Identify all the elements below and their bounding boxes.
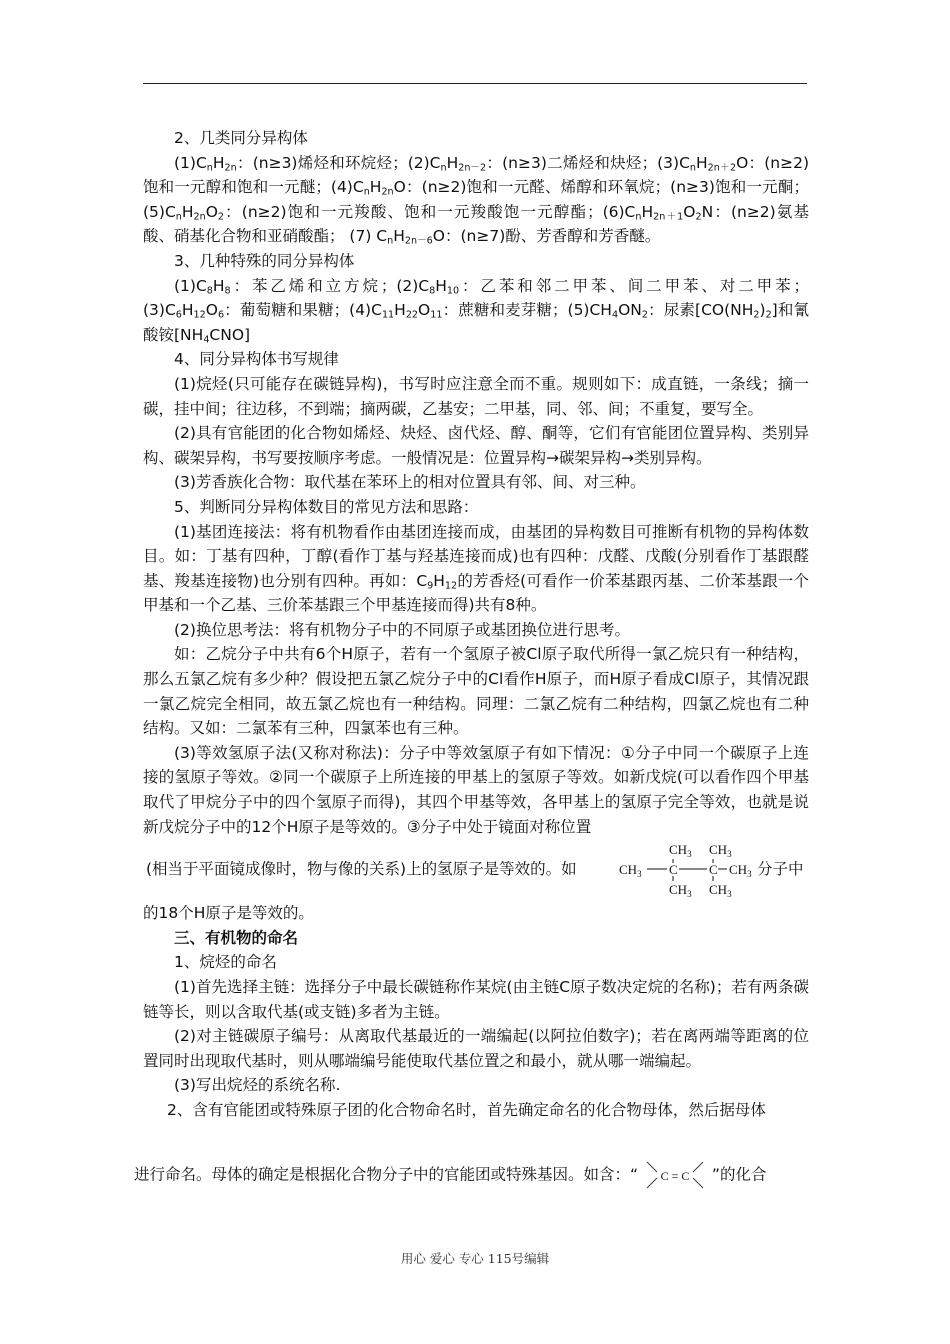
paragraph-text: 分子中 bbox=[757, 860, 804, 879]
section-title: 2、几类同分异构体 bbox=[174, 129, 308, 147]
paragraph: (1)首先选择主链：选择分子中最长碳链称作某烷(由主链C原子数决定烷的名称)；若有两条碳链等长，则以含取代基(或支链)多者为主链。 bbox=[143, 978, 809, 1021]
header-rule bbox=[143, 83, 807, 84]
paragraph: (1)基团连接法：将有机物看作由基团连接而成，由基团的异构数目可推断有机物的异构体数目。如：丁基有四种，丁醇(看作丁基与羟基连接而成)也有四种：戊醛、戊酸(分别看作丁基跟醛基、羧基连接物)也分别有四种。再如：$C_9H_{12}$的芳香烃(可看作一价苯基跟丙基、二价苯基跟一个甲基和一个乙基、三价苯基跟三个甲基连接而得)共有8种。 bbox=[143, 522, 809, 615]
paragraph: (3)等效氢原子法(又称对称法)：分子中等效氢原子有如下情况：①分子中同一个碳原子上连接的氢原子等效。②同一个碳原子上所连接的甲基上的氢原子等效。如新戊烷(可以看作四个甲基取代了甲烷分子中的四个氢原子而得)，其四个甲基等效，各甲基上的氢原子完全等效，也就是说新戊烷分子中的12个H原子是等效的。③分子中处于镜面对称位置 bbox=[143, 743, 809, 836]
ch3-right: $CH_3$ bbox=[729, 862, 752, 880]
paragraph-text: (相当于平面镜成像时，物与像的关系)上的氢原子是等效的。如 bbox=[146, 860, 577, 879]
paragraph: (2)对主链碳原子编号：从离取代基最近的一端编起(以阿拉伯数字)；若在离两端等距离的位置同时出现取代基时，则从哪端编号能使取代基位置之和最小，就从哪一端编起。 bbox=[143, 1027, 809, 1070]
paragraph: (1)烷烃(只可能存在碳链异构)，书写时应注意全而不重。规则如下：成直链，一条线；摘一碳，挂中间；往边移，不到端；摘两碳，乙基安；二甲基，同、邻、间；不重复，要写全。 bbox=[143, 374, 809, 418]
ch3-top-left: $CH_3$ bbox=[669, 842, 692, 860]
section-heading: 三、有机物的命名 bbox=[174, 928, 299, 947]
structural-formula bbox=[617, 841, 757, 899]
section-title: 4、同分异构体书写规律 bbox=[174, 350, 339, 369]
section-title: 1、烷烃的命名 bbox=[174, 953, 277, 972]
document-body bbox=[143, 126, 809, 1123]
paragraph: (2)换位思考法：将有机物分子中的不同原子或基团换位进行思考。 bbox=[174, 620, 630, 639]
alkene-group-formula bbox=[643, 1158, 707, 1192]
ch3-bottom-left: $CH_3$ bbox=[669, 882, 692, 900]
open-quote: “ bbox=[630, 1165, 639, 1184]
paragraph: 的18个H原子是等效的。 bbox=[143, 904, 314, 923]
paragraph: (3)芳香族化合物：取代基在苯环上的相对位置具有邻、间、对三种。 bbox=[174, 473, 646, 492]
close-quote: ” bbox=[711, 1165, 720, 1184]
paragraph-text: 进行命名。母体的确定是根据化合物分子中的官能团或特殊基因。如含： bbox=[134, 1165, 631, 1184]
paragraph: $(1)C_nH_{2n}$：(n≥3)烯烃和环烷烃；$(2)C_nH_{2n-2}$：(n≥3)二烯烃和炔烃；$(3)C_nH_{2n+2}O$：(n≥2)饱和一元醇和饱和一元醚；$(4)C_nH_{2n}O$：(n≥2)饱和一元醛、烯醇和环氧烷；(n≥3)饱和一元酮；$(5)C_nH_{2n}O_2$：(n≥2)饱和一元羧酸、饱和一元羧酸饱一元醇酯；$(6)C_nH_{2n+1}O_2N$：(n≥2)氨基酸、硝基化合物和亚硝酸酯； (7) $C_nH_{2n-6}O$：(n≥7)酚、芳香醇和芳香醚。 bbox=[143, 153, 810, 247]
paragraph: 2、含有官能团或特殊原子团的化合物命名时，首先确定命名的化合物母体，然后据母体 bbox=[167, 1100, 766, 1119]
section-title: 3、几种特殊的同分异构体 bbox=[174, 251, 355, 270]
ch3-bottom-right: $CH_3$ bbox=[709, 882, 732, 900]
alkene-text: C = C bbox=[660, 1169, 690, 1183]
structure-line bbox=[143, 839, 809, 901]
carbon-right: C bbox=[709, 862, 718, 878]
paragraph: (2)具有官能团的化合物如烯烃、炔烃、卤代烃、醇、酮等，它们有官能团位置异构、类别异构、碳架异构，书写要按顺序考虑。一般情况是：位置异构→碳架异构→类别异构。 bbox=[143, 424, 809, 467]
ch3-top-right: $CH_3$ bbox=[709, 842, 732, 860]
paragraph: (3)写出烷烃的系统名称. bbox=[174, 1076, 341, 1095]
last-line bbox=[134, 1158, 814, 1192]
carbon-left: C bbox=[669, 862, 678, 878]
paragraph: $(1)C_8H_8$：苯乙烯和立方烷；$(2)C_8H_{10}$：乙苯和邻二甲苯、间二甲苯、对二甲苯；$(3)C_6H_{12}O_6$：葡萄糖和果糖；$(4)C_{11}H_{22}O_{11}$：蔗糖和麦芽糖；$(5)CH_4ON_2$：尿素$[CO(NH_2)_2]$和氰酸铵$[NH_4CNO]$ bbox=[143, 276, 809, 346]
section-title: 5、判断同分异构体数目的常见方法和思路： bbox=[174, 497, 479, 516]
page-footer: 用心 爱心 专心 115号编辑 bbox=[400, 1251, 550, 1266]
ch3-left: $CH_3$ bbox=[619, 862, 642, 880]
paragraph-text: 的化合 bbox=[719, 1165, 767, 1184]
paragraph: 如：乙烷分子中共有6个H原子，若有一个氢原子被Cl原子取代所得一氯乙烷只有一种结构，那么五氯乙烷有多少种？假设把五氯乙烷分子中的Cl看作H原子，而H原子看成Cl原子，其情况跟一氯乙烷完全相同，故五氯乙烷也有一种结构。同理：二氯乙烷有二种结构，四氯乙烷也有二种结构。又如：二氯苯有三种，四氯苯也有三种。 bbox=[143, 645, 809, 738]
